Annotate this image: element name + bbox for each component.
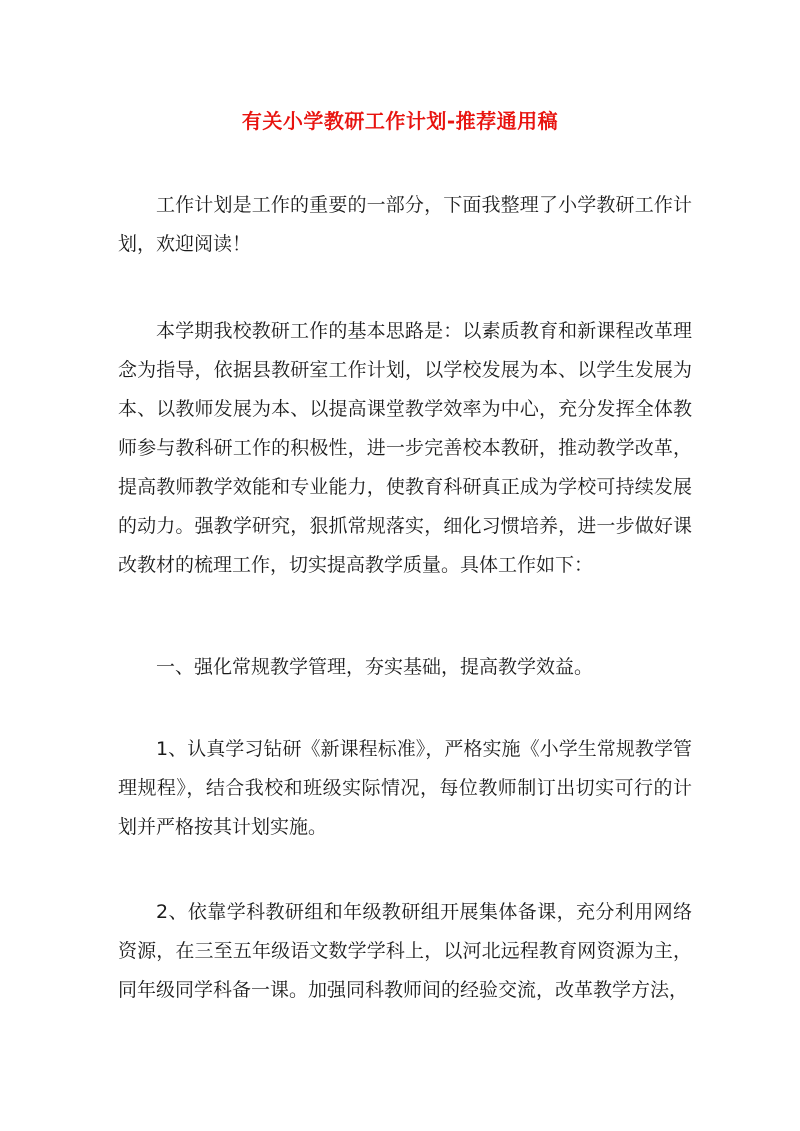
section-heading-1: 一、强化常规教学管理，夯实基础，提高教学效益。 (156, 656, 594, 678)
intro-paragraph: 工作计划是工作的重要的一部分，下面我整理了小学教研工作计划，欢迎阅读！ (118, 194, 692, 255)
basic-approach-paragraph: 本学期我校教研工作的基本思路是：以素质教育和新课程改革理念为指导，依据县教研室工作计划，以学校发展为本、以学生发展为本、以教师发展为本、以提高课堂教学效率为中心，充分发挥全体教师参与教科研工作的积极性，进一步完善校本教研，推动教学改革，提高教师教学效能和专业能力，使教育科研真正成为学校可持续发展的动力。强教学研究，狠抓常规落实，细化习惯培养，进一步做好课改教材的梳理工作，切实提高教学质量。具体工作如下： (118, 320, 692, 576)
document-title: 有关小学教研工作计划-推荐通用稿 (241, 109, 559, 133)
item-1-paragraph: 1、认真学习钻研《新课程标准》，严格实施《小学生常规教学管理规程》，结合我校和班级实际情况，每位教师制订出切实可行的计划并严格按其计划实施。 (118, 738, 692, 838)
item-2-paragraph: 2、依靠学科教研组和年级教研组开展集体备课，充分利用网络资源，在三至五年级语文数学学科上，以河北远程教育网资源为主，同年级同学科备一课。加强同科教师间的经验交流，改革教学方法， (118, 901, 692, 1001)
